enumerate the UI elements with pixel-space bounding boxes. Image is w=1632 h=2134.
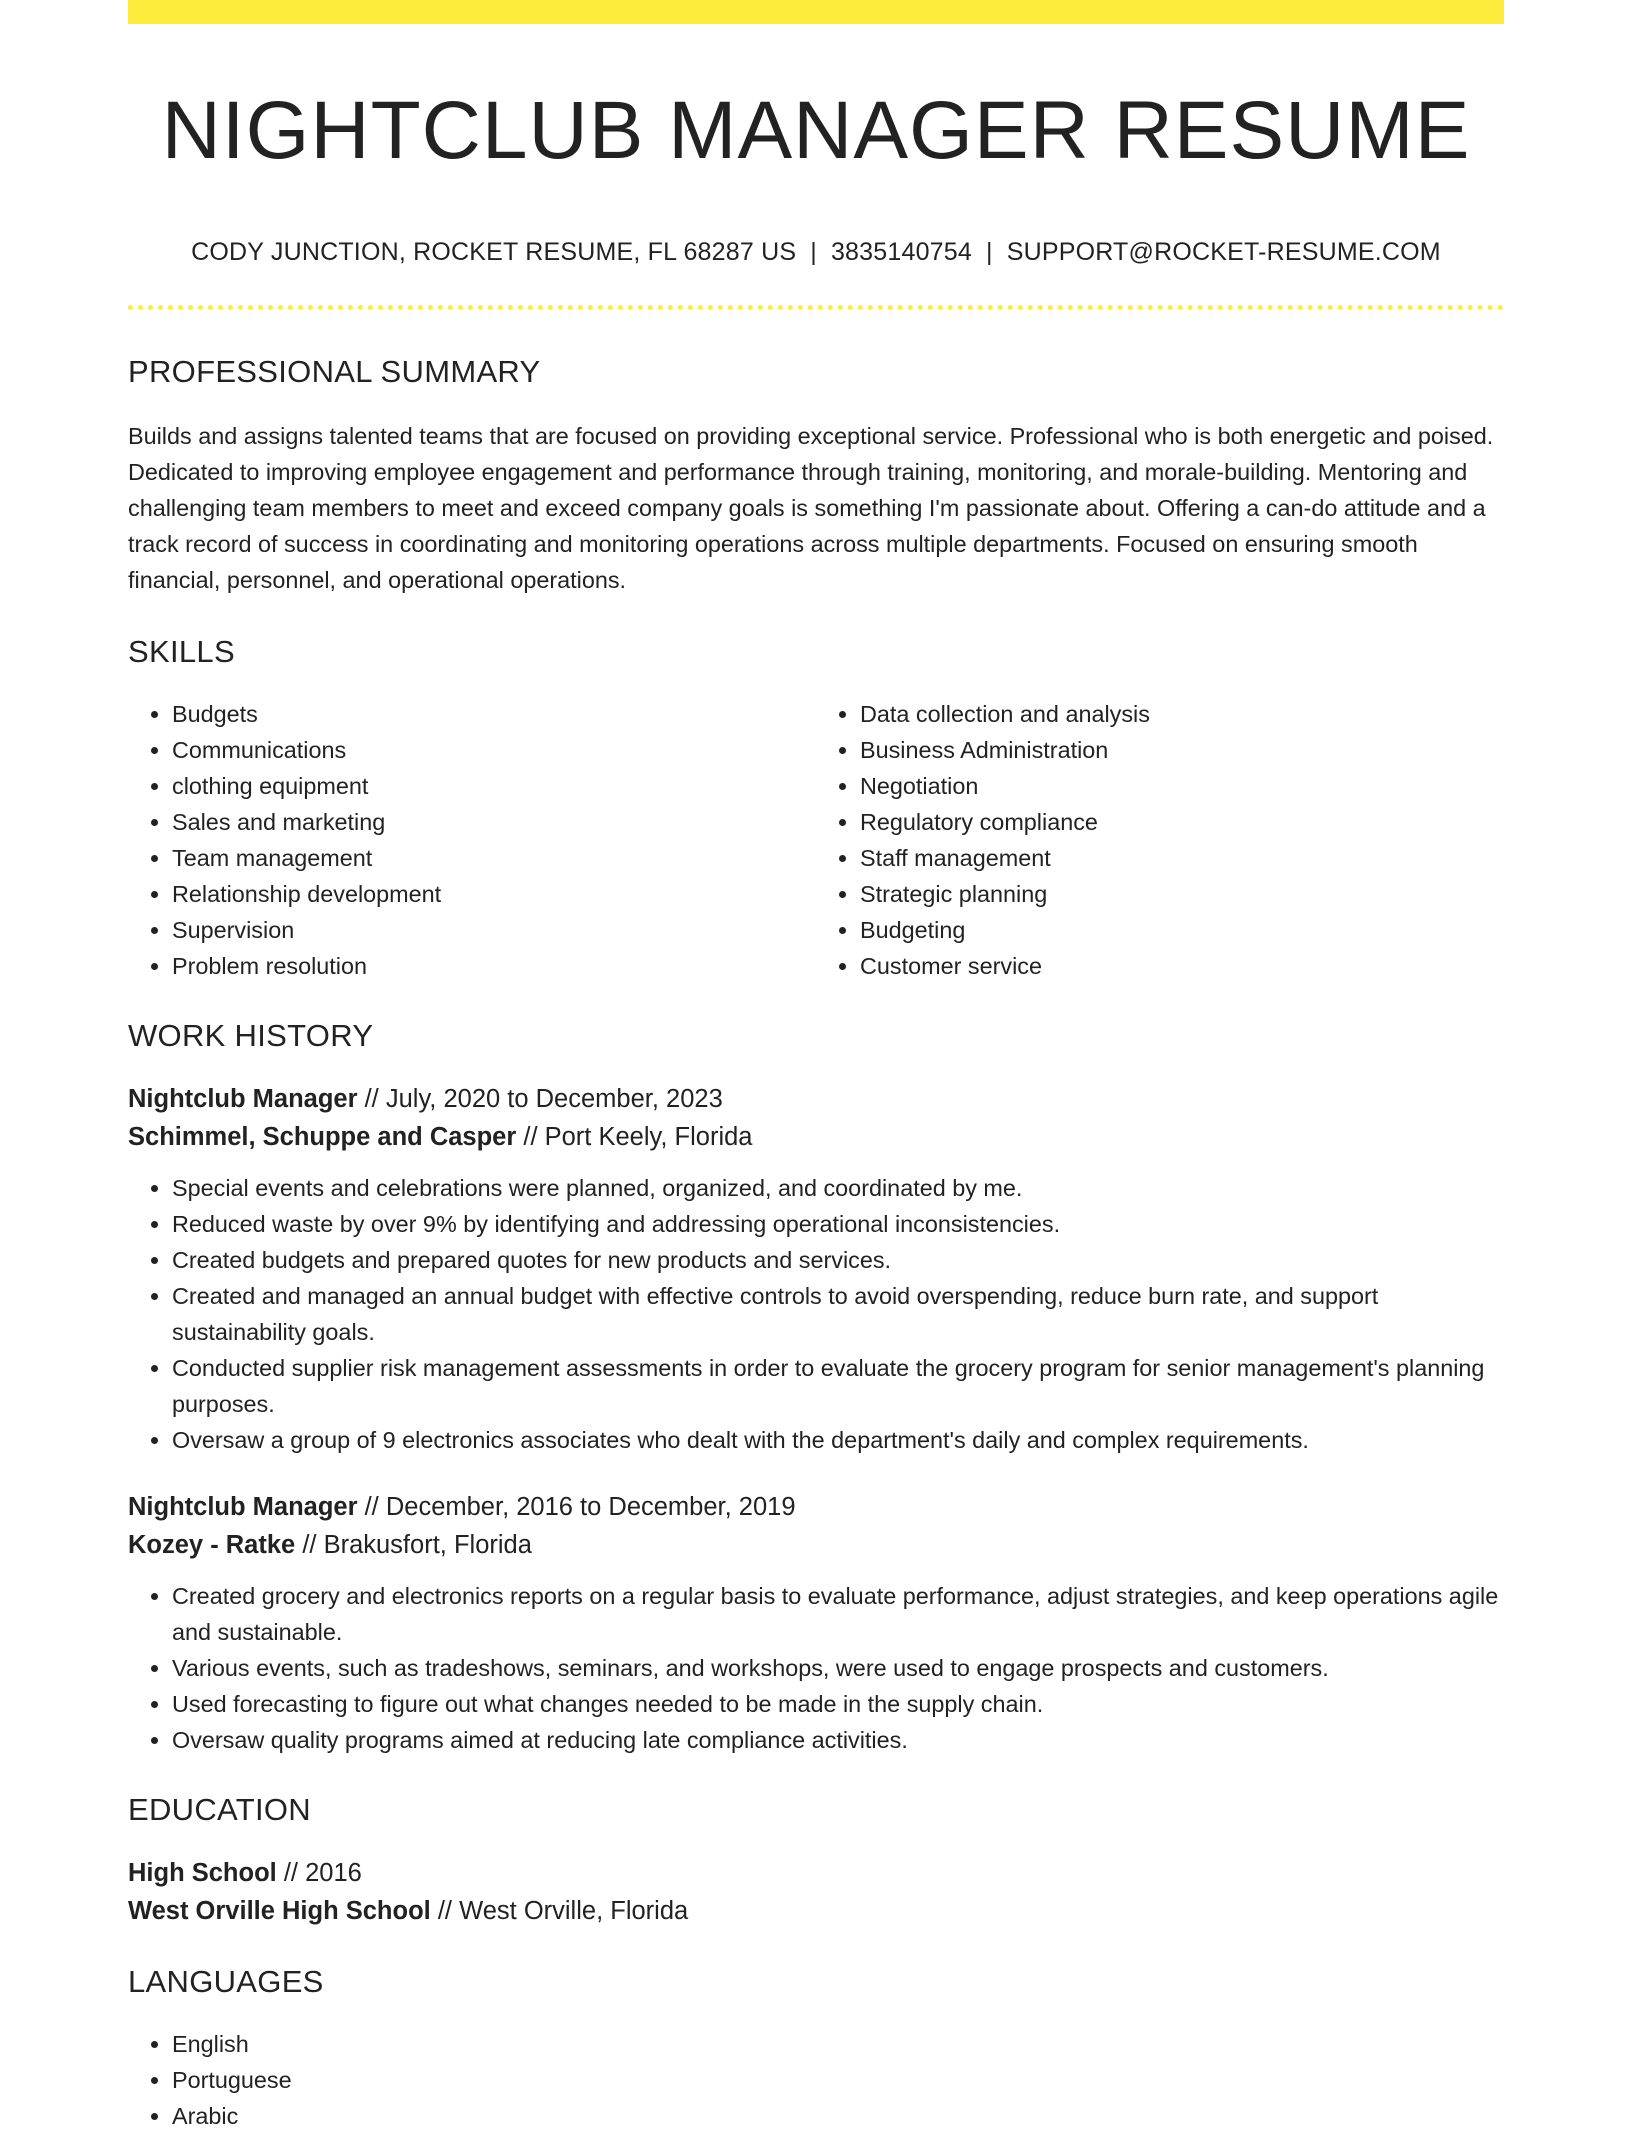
job-company: Kozey - Ratke (128, 1531, 296, 1560)
job-entry (128, 1080, 1504, 1458)
education-year: // 2016 (276, 1859, 362, 1888)
language-item: • Portuguese (172, 2062, 1504, 2098)
education-school: West Orville High School (128, 1897, 431, 1926)
skill-item: • Communications (172, 732, 816, 768)
contact-line (128, 238, 1504, 267)
contact-separator: | (810, 238, 817, 267)
skill-item: • Strategic planning (860, 876, 1504, 912)
language-item: • Arabic (172, 2098, 1504, 2134)
education-section (128, 1792, 1504, 1930)
contact-email[interactable]: SUPPORT@ROCKET-RESUME.COM (1006, 238, 1441, 267)
summary-text: Builds and assigns talented teams that are focused on providing exceptional service. Professional who is both energetic and poised. Dedicated to improving employee engagement and performance through training, monitoring, and morale-building. Mentoring and challenging team members to meet and exceed company goals is something I'm passionate about. Offering a can-do attitude and a track record of success in coordinating and monitoring operations across multiple departments. Focused on ensuring smooth financial, personnel, and operational operations. (128, 423, 1494, 594)
education-school-line (128, 1892, 1504, 1930)
job-bullets (128, 1578, 1504, 1758)
job-bullet: • Created budgets and prepared quotes for new products and services. (172, 1242, 1504, 1278)
job-entry (128, 1488, 1504, 1758)
job-location: // Port Keely, Florida (516, 1123, 753, 1152)
summary-section (128, 354, 1504, 598)
education-degree-line (128, 1854, 1504, 1892)
job-title: Nightclub Manager (128, 1085, 358, 1114)
skill-item: • Data collection and analysis (860, 696, 1504, 732)
skill-item: • Supervision (172, 912, 816, 948)
job-company-line (128, 1526, 1504, 1564)
skill-item: • clothing equipment (172, 768, 816, 804)
job-location: // Brakusfort, Florida (295, 1531, 532, 1560)
skills-section (128, 634, 1504, 984)
job-dates: // December, 2016 to December, 2019 (357, 1493, 796, 1522)
languages-section (128, 1964, 1504, 2134)
job-bullet: • Oversaw a group of 9 electronics associates who dealt with the department's daily and complex requirements. (172, 1422, 1504, 1458)
job-bullet: • Reduced waste by over 9% by identifying and addressing operational inconsistencies. (172, 1206, 1504, 1242)
resume-title: NIGHTCLUB MANAGER RESUME (161, 85, 1471, 176)
job-bullet: • Special events and celebrations were planned, organized, and coordinated by me. (172, 1170, 1504, 1206)
languages-heading: LANGUAGES (128, 1964, 324, 2000)
job-dates: // July, 2020 to December, 2023 (357, 1085, 723, 1114)
skill-item: • Business Administration (860, 732, 1504, 768)
skill-item: • Budgets (172, 696, 816, 732)
education-degree: High School (128, 1859, 277, 1888)
job-bullet: • Various events, such as tradeshows, seminars, and workshops, were used to engage prospects and customers. (172, 1650, 1504, 1686)
skill-item: • Sales and marketing (172, 804, 816, 840)
job-title-line (128, 1488, 1504, 1526)
education-entry (128, 1854, 1504, 1930)
skill-item: • Staff management (860, 840, 1504, 876)
job-bullet: • Oversaw quality programs aimed at reducing late compliance activities. (172, 1722, 1504, 1758)
skill-item: • Customer service (860, 948, 1504, 984)
skill-item: • Regulatory compliance (860, 804, 1504, 840)
resume-page (128, 0, 1504, 2134)
job-company-line (128, 1118, 1504, 1156)
contact-address: CODY JUNCTION, ROCKET RESUME, FL 68287 US (191, 238, 797, 267)
job-bullets (128, 1170, 1504, 1458)
top-accent-bar (128, 0, 1504, 24)
skill-item: • Budgeting (860, 912, 1504, 948)
skill-item: • Problem resolution (172, 948, 816, 984)
languages-list (128, 2026, 1504, 2134)
contact-phone: 3835140754 (830, 238, 972, 267)
skill-item: • Relationship development (172, 876, 816, 912)
contact-separator: | (986, 238, 993, 267)
work-heading: WORK HISTORY (128, 1018, 374, 1054)
skills-heading: SKILLS (128, 634, 235, 670)
job-bullet: • Created grocery and electronics reports on a regular basis to evaluate performance, adjust strategies, and keep operations agile and sustainable. (172, 1578, 1504, 1650)
skills-list-right (816, 696, 1504, 984)
skill-item: • Team management (172, 840, 816, 876)
header-divider (128, 305, 1504, 310)
work-section (128, 1018, 1504, 1758)
job-bullet: • Conducted supplier risk management assessments in order to evaluate the grocery program for senior management's planning purposes. (172, 1350, 1504, 1422)
skills-list-left (128, 696, 816, 984)
job-title: Nightclub Manager (128, 1493, 358, 1522)
job-company: Schimmel, Schuppe and Casper (128, 1123, 517, 1152)
education-location: // West Orville, Florida (430, 1897, 689, 1926)
job-title-line (128, 1080, 1504, 1118)
job-bullet: • Used forecasting to figure out what changes needed to be made in the supply chain. (172, 1686, 1504, 1722)
skills-columns (128, 696, 1504, 984)
skill-item: • Negotiation (860, 768, 1504, 804)
education-heading: EDUCATION (128, 1792, 311, 1828)
summary-heading: PROFESSIONAL SUMMARY (128, 354, 541, 390)
language-item: • English (172, 2026, 1504, 2062)
job-bullet: • Created and managed an annual budget with effective controls to avoid overspending, reduce burn rate, and support sustainability goals. (172, 1278, 1504, 1350)
